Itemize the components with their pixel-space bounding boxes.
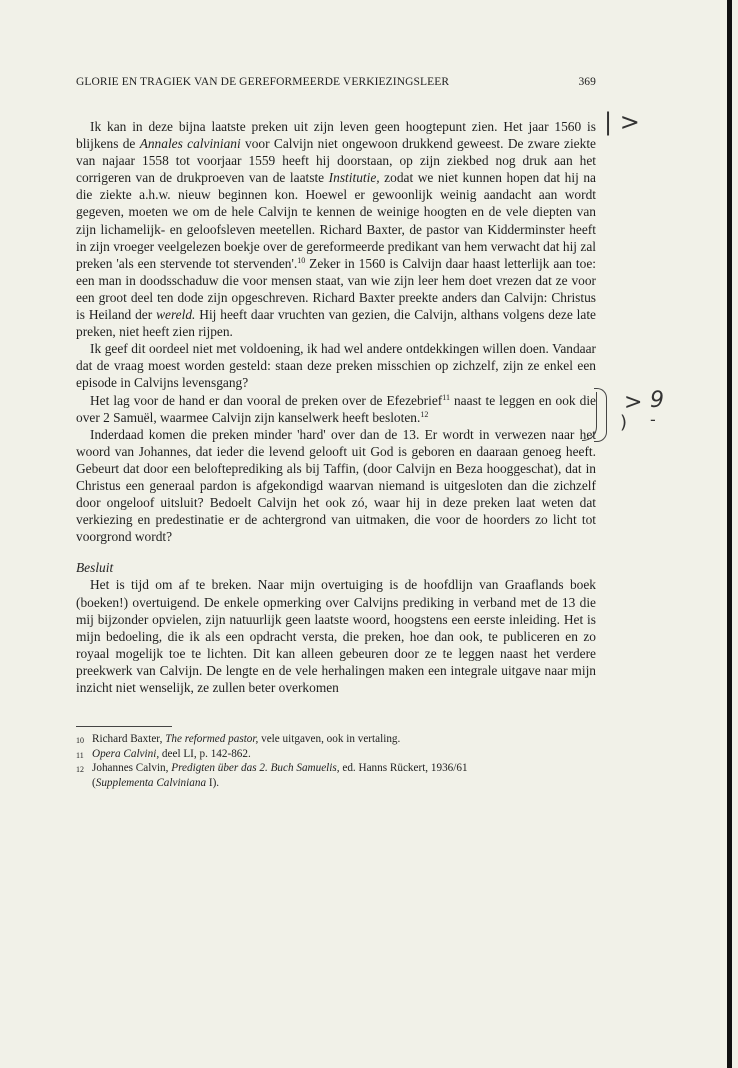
- margin-mark-nine: 9: [650, 388, 664, 413]
- running-header: [76, 76, 596, 88]
- paragraph-3: Het lag voor de hand er dan vooral de preken over de Efezebrief$^{11}$ naast te leggen en ook die over 2 Samuël, waarmee Calvijn zijn kanselwerk heeft besloten.$^{12}$: [76, 392, 596, 425]
- margin-mark-angle: >: [624, 390, 643, 415]
- page-edge-shadow: [727, 0, 732, 1068]
- footnote-12: [76, 762, 596, 777]
- paragraph-1: Ik kan in deze bijna laatste preken uit zijn leven geen hoogtepunt zien. Het jaar 1560 is blijkens de Annales calviniani voor Calvijn niet ongewoon drukkend geweest. De zware ziekte van najaar 1558 tot voorjaar 1559 heeft hij doorstaan, op zijn ziekbed nog druk aan het corrigeren van de drukproeven van de laatste Institutie, zodat we niet kunnen hopen dat hij na die ziekte a.h.w. nieuw beginnen kon. Hoewel er gewoonlijk weinig aandacht aan wordt gegeven, moeten we om de hele Calvijn te kennen de weinige hoogten en de vele diepten van zijn lichamelijk- en geloofsleven meetellen. Richard Baxter, de pastor van Kidderminster heeft in zijn vroeger veelgelezen boekje over de gereformeerde predikant van hem verwacht dat hij zal preken 'als een stervende tot stervenden'.$^{10}$ Zeker in 1560 is Calvijn daar haast letterlijk aan toe: een man in doodsschaduw die voor mensen staat, van wie zijn leer hem doet vrezen dat ze voor een groot deel ten dode zijn opgeschreven. Richard Baxter preekte anders dan Calvijn: Christus is Heiland der wereld. Hij heeft daar vruchten van gezien, die Calvijn, althans volgens deze late preken, niet heeft zien rijpen.: [76, 119, 596, 340]
- margin-mark-top: | >: [604, 108, 640, 136]
- running-title: GLORIE EN TRAGIEK VAN DE GEREFORMEERDE VERKIEZINGSLEER: [76, 76, 450, 88]
- book-page: [76, 76, 596, 790]
- page-number: 369: [578, 76, 596, 88]
- paragraph-4: Inderdaad komen die preken minder 'hard' over dan de 13. Er wordt in verwezen naar het woord van Johannes, dat ieder die levend gelooft uit God is geboren en daaraan genoeg heeft. Gebeurt dat door een belofteprediking als bij Taffin, (door Calvijn en Beza hooggeschat), dat in Christus een generaal pardon is afgekondigd waarvan niemand is uitgesloten dan die zichzelf door ongeloof uitsluit? Bedoelt Calvijn het ook zó, waar hij in deze preken laat weten dat verkiezing en predestinatie er de achtergrond van uitmaken, die voor de hoorders zo licht tot voorgrond wordt?: [76, 426, 596, 545]
- footnote-text: Richard Baxter, The reformed pastor, vele uitgaven, ook in vertaling.: [92, 733, 401, 746]
- footnote-text: Opera Calvini, deel LI, p. 142-862.: [92, 747, 251, 760]
- main-text: [76, 118, 596, 696]
- footnote-number: 11: [76, 750, 84, 760]
- footnote-10: [76, 733, 596, 748]
- footnotes: [76, 733, 596, 790]
- closing-paragraph: Het is tijd om af te breken. Naar mijn overtuiging is de hoofdlijn van Graaflands boek (boeken!) overtuigend. De enkele opmerking over Calvijns prediking in verband met de 13 die mij bijzonder opvielen, zijn natuurlijk geen laatste woord, hoogstens een eerste inleiding. Het is mijn bedoeling, die ik als een opdracht versta, die preken, hoe dan ook, te publiceren en zo royaal mogelijk toe te lichten. Dit kan alleen gebeuren door ze te leggen naast het verdere preekwerk van Calvijn. De lengte en de vele herhalingen maken een integrale uitgave naar mijn inzicht niet wenselijk, ze zullen beter overkomen: [76, 577, 596, 695]
- paragraph-2: Ik geef dit oordeel niet met voldoening, ik had wel andere ontdekkingen willen doen. Vandaar dat de vraag moest worden gesteld: staan deze preken misschien op zichzelf, zijn ze enkel een episode in Calvijns levensgang?: [76, 341, 596, 391]
- margin-bracket-lower: [582, 392, 597, 441]
- footnote-number: 12: [76, 765, 84, 775]
- footnote-12-continuation: (Supplementa Calviniana I).: [92, 776, 220, 789]
- footnote-number: 10: [76, 736, 84, 746]
- footnote-divider: [76, 726, 172, 727]
- margin-mark-paren: ): [620, 412, 628, 433]
- footnote-text: Johannes Calvin, Predigten über das 2. Buch Samuelis, ed. Hanns Rückert, 1936/61: [92, 762, 468, 775]
- section-heading: Besluit: [76, 560, 114, 576]
- margin-mark-dash: -: [650, 410, 656, 429]
- footnote-11: [76, 748, 596, 763]
